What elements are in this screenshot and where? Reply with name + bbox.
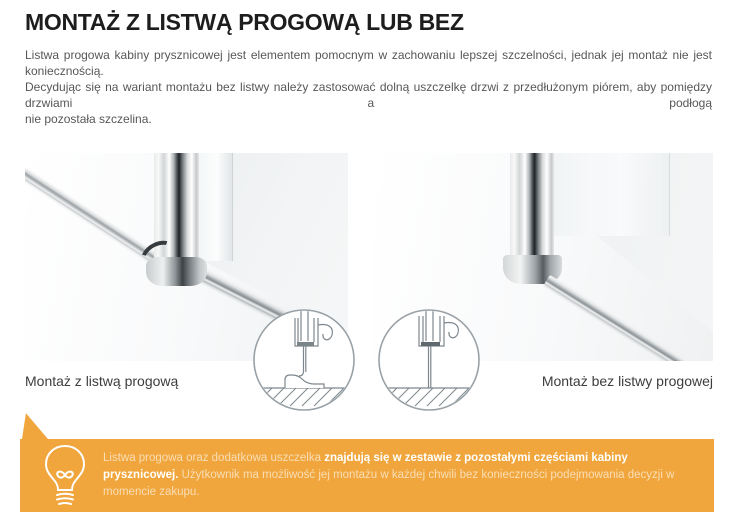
note-line-2: Użytkownik ma możliwość jej montażu w każdej chwili bez konieczności podejmowania decyzji w momencie zakupu.: [103, 469, 675, 499]
product-info-page: [0, 10, 736, 510]
banner-corner-flap: [22, 413, 48, 439]
lightbulb-icon: [43, 445, 87, 507]
page-title: MONTAŻ Z LISTWĄ PROGOWĄ LUB BEZ: [25, 9, 464, 35]
chrome-column-shape: [510, 153, 554, 269]
intro-line: nie pozostała szczelina.: [25, 112, 152, 127]
column-base-shape: [146, 257, 207, 286]
threshold-cross-section-icon: [252, 308, 356, 412]
glass-panel-shape: [552, 153, 670, 236]
no-threshold-cross-section-icon: [377, 308, 481, 412]
caption-with-threshold: Montaż z listwą progową: [25, 373, 179, 390]
note-bold-text: znajdują się w zestawie z pozostałymi częściami kabiny prysznicowej.: [103, 452, 628, 482]
intro-line: Listwa progowa kabiny prysznicowej jest elementem pomocnym w zachowaniu lepszej szczelności, jednak jej montaż nie jest koniecznością.: [25, 48, 712, 79]
note-line-1: Listwa progowa oraz dodatkowa uszczelka znajdują się w zestawie z pozostałymi częściami kabiny prysznicowej.: [103, 452, 628, 482]
info-banner: [20, 439, 714, 512]
note-text: [103, 450, 691, 501]
glass-panel-shape: [198, 153, 233, 261]
intro-paragraph: [25, 47, 712, 127]
intro-line: Decydując się na wariant montażu bez listwy należy zastosować dolną uszczelkę drzwi z przedłużonym piórem, aby pomiędzy drzwiami a podłogą: [25, 80, 712, 111]
comparison-figures: [0, 153, 736, 412]
caption-without-threshold: Montaż bez listwy progowej: [541, 373, 713, 390]
